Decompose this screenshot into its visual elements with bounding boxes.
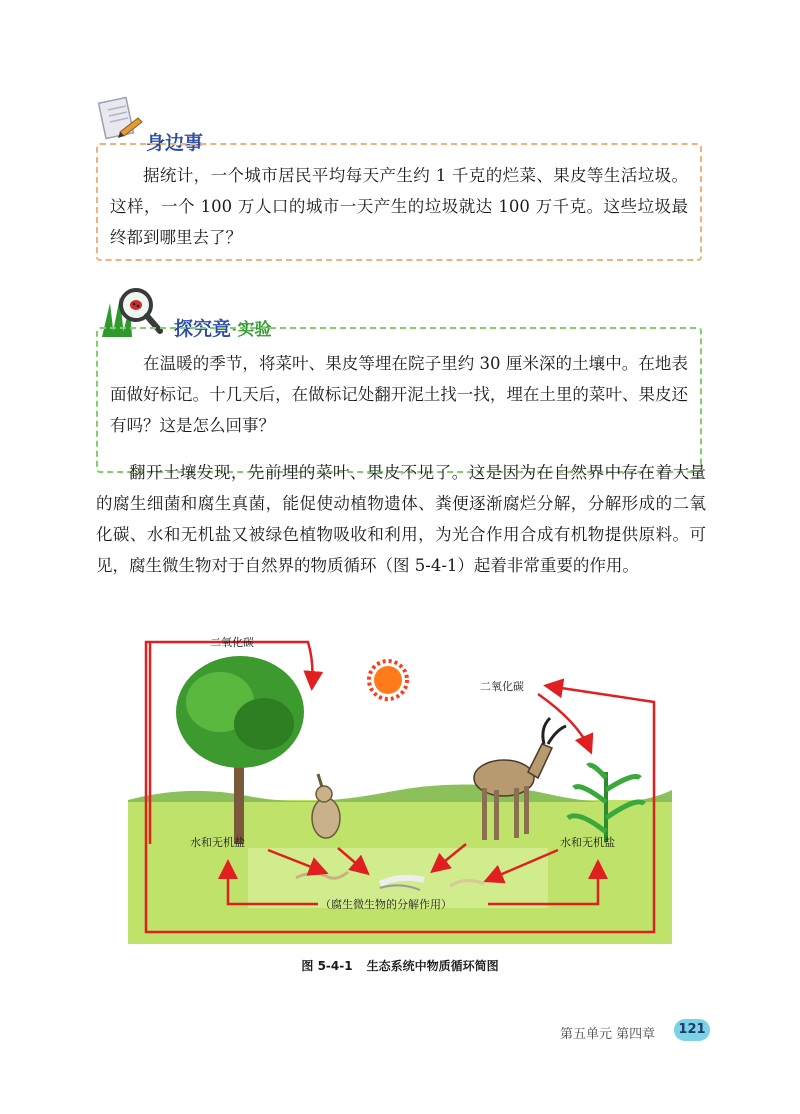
label-decompose: （腐生微生物的分解作用） [320,898,452,911]
shenbian-text: 据统计，一个城市居民平均每天产生约 1 千克的烂菜、果皮等生活垃圾。这样，一个 100 万人口的城市一天产生的垃圾就达 100 万千克。这些垃圾最终都到哪里去了？ [110,166,688,247]
tanjiu-title: 探究竟 [174,318,232,340]
caption-text: 生态系统中物质循环简图 [366,959,499,973]
page-number: 121 [674,1019,710,1041]
label-water-left: 水和无机盐 [190,836,245,849]
material-cycle-diagram [128,632,672,944]
chapter-footer: 第五单元 第四章 [560,1027,656,1042]
section-title-shenbian: 身边事 [140,128,209,155]
tanjiu-dot: · [231,320,238,340]
label-co2-right: 二氧化碳 [480,680,524,693]
body-paragraph: 翻开土壤发现，先前埋的菜叶、果皮不见了。这是因为在自然界中存在着大量的腐生细菌和腐生真菌，能促使动植物遗体、粪便逐渐腐烂分解，分解形成的二氧化碳、水和无机盐又被绿色植物吸收和利用，为光合作用合成有机物提供原料。可见，腐生微生物对于自然界的物质循环（图 5-4-1）起着非常重要的作用。 [96,463,706,575]
notepad-icon [98,96,144,146]
tanjiu-text: 在温暖的季节，将菜叶、果皮等埋在院子里约 30 厘米深的土壤中。在地表面做好标记。十几天后，在做标记处翻开泥土找一找，埋在土里的菜叶、果皮还有吗？这是怎么回事？ [110,354,688,435]
label-water-right: 水和无机盐 [560,836,615,849]
caption-number: 图 5-4-1 [301,959,353,973]
tanjiu-subtitle: 实验 [237,320,272,340]
sun-icon [369,661,407,699]
figure-caption [0,957,800,974]
label-co2-left: 二氧化碳 [210,636,254,649]
